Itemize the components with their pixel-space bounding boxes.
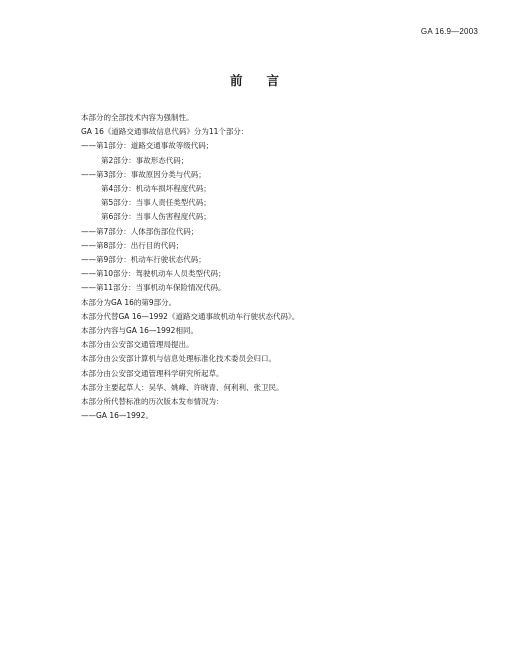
text-line: 本部分由公安部交通管理局提出。: [81, 340, 194, 350]
text-line: ——GA 16—1992。: [81, 411, 153, 421]
text-line: 本部分的全部技术内容为强制性。: [81, 113, 194, 122]
text-line: GA 16《道路交通事故信息代码》分为11个部分：: [81, 127, 249, 137]
text-line: 本部分由公安部计算机与信息处理标准化技术委员会归口。: [81, 354, 276, 364]
text-line: 本部分由公安部交通管理科学研究所起草。: [81, 368, 224, 378]
title-part-2: 言: [266, 73, 280, 88]
text-line: ——第8部分：出行目的代码；: [81, 240, 184, 250]
page-title: [0, 71, 509, 89]
text-line: 本部分所代替标准的历次版本发布情况为：: [81, 397, 224, 407]
text-line: 第4部分：机动车损坏程度代码；: [101, 184, 211, 194]
text-line: ——第1部分：道路交通事故等级代码；: [81, 141, 214, 151]
text-line: ——第10部分：驾驶机动车人员类型代码；: [81, 269, 226, 279]
text-line: ——第11部分：当事机动车保险情况代码。: [81, 283, 226, 293]
text-line: 本部分为GA 16的第9部分。: [81, 297, 177, 307]
text-line: ——第3部分：事故原因分类与代码；: [81, 169, 206, 179]
text-line: 本部分代替GA 16—1992《道路交通事故机动车行驶状态代码》。: [81, 311, 300, 321]
text-line: 本部分主要起草人：吴华、姚峰、许晓青、何利利、张卫民。: [81, 382, 284, 392]
title-part-1: 前: [229, 73, 243, 88]
text-line: 本部分内容与GA 16—1992相同。: [81, 326, 198, 336]
text-line: 第2部分：事故形态代码；: [101, 155, 189, 165]
text-line: ——第9部分：机动车行驶状态代码；: [81, 255, 206, 265]
standard-code: GA 16.9—2003: [420, 27, 478, 36]
text-line: ——第7部分：人体部伤部位代码；: [81, 226, 199, 236]
foreword-body: [81, 111, 481, 423]
text-line: 第6部分：当事人伤害程度代码；: [101, 212, 211, 222]
text-line: 第5部分：当事人责任类型代码；: [101, 198, 211, 208]
